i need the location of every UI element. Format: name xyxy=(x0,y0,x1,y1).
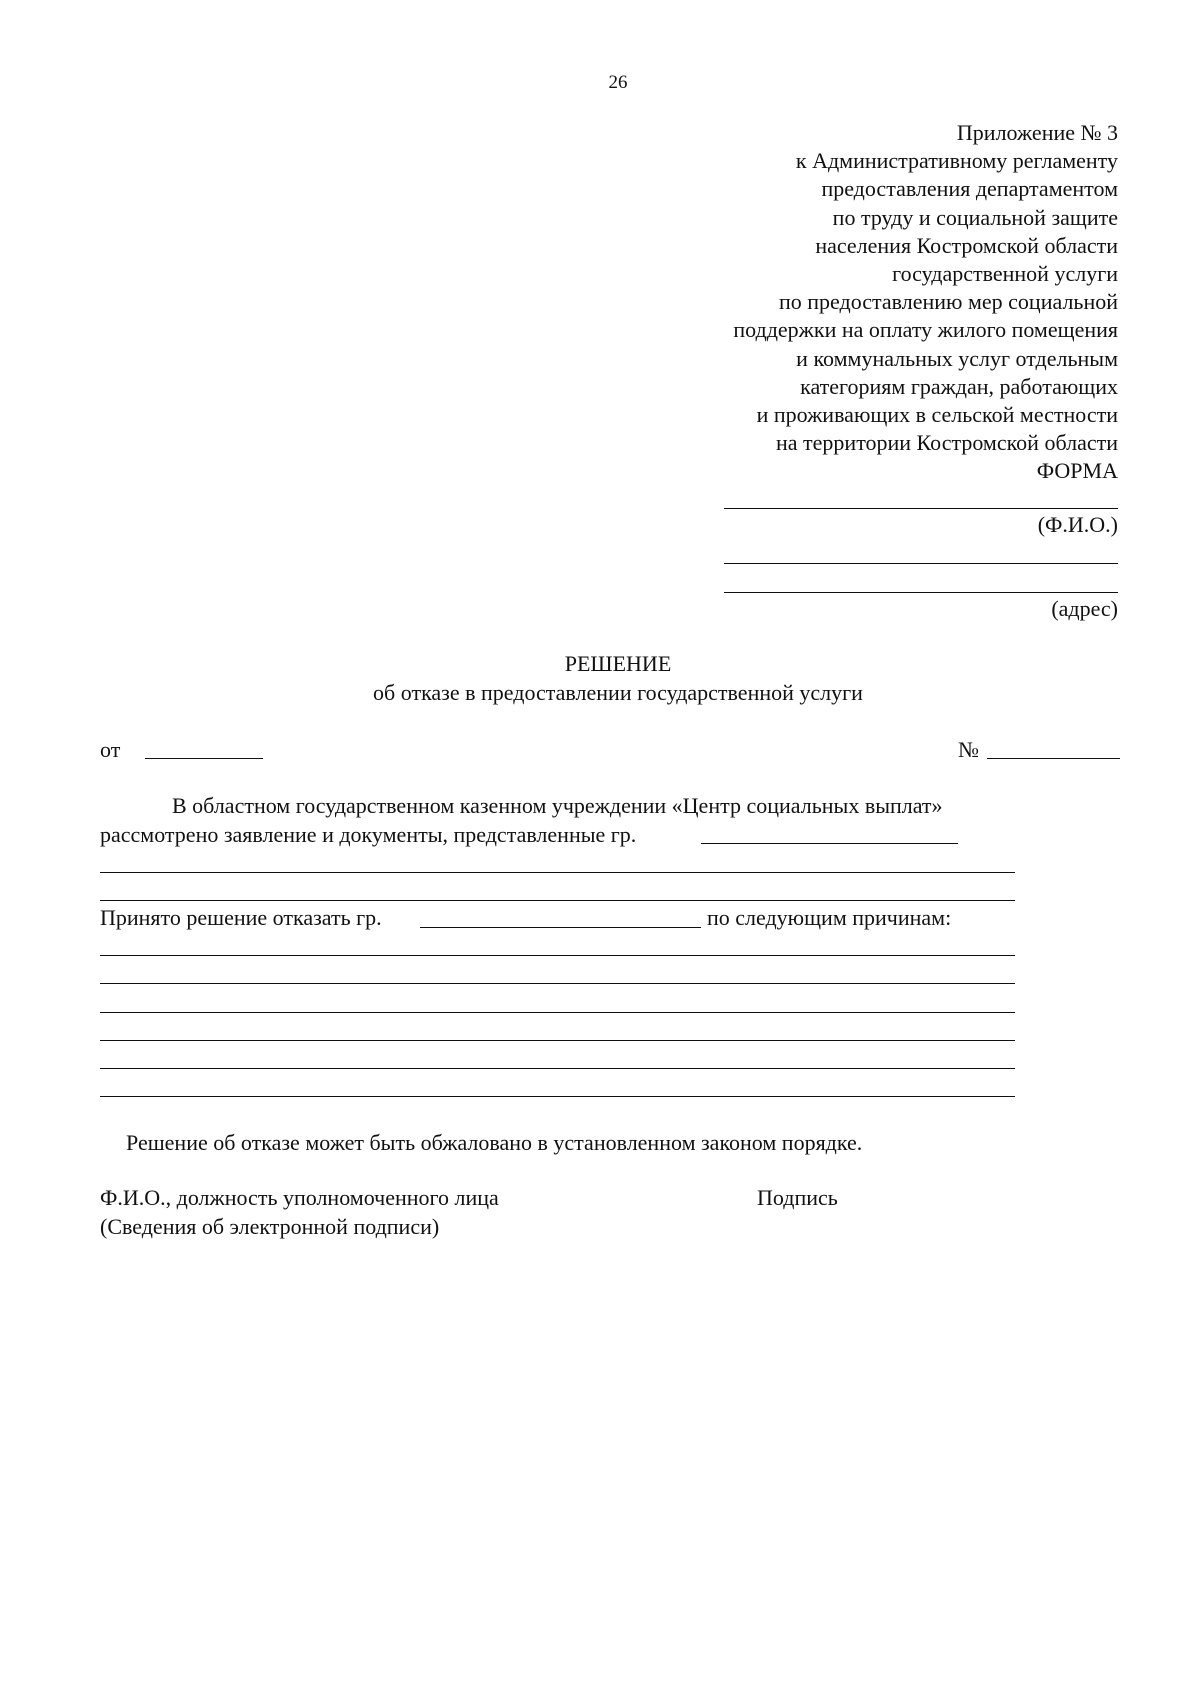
address-caption: (адрес) xyxy=(1051,596,1118,621)
refused-name-blank[interactable] xyxy=(420,927,701,928)
address-blank-line-2[interactable] xyxy=(724,592,1118,593)
appendix-block xyxy=(733,119,1118,486)
appendix-line: государственной услуги xyxy=(892,261,1118,287)
number-blank-line[interactable] xyxy=(987,758,1120,759)
applicant-blank-line-1[interactable] xyxy=(100,872,1015,873)
document-subtitle: об отказе в предоставлении государственной услуги xyxy=(373,680,863,705)
appendix-line: Приложение № 3 xyxy=(956,120,1118,145)
appendix-line: предоставления департаментом xyxy=(821,176,1118,202)
fio-blank-line[interactable] xyxy=(724,508,1118,509)
appendix-line: на территории Костромской области xyxy=(776,430,1118,456)
appendix-line: и проживающих в сельской местности xyxy=(756,402,1118,428)
intro-line-2: рассмотрено заявление и документы, представленные гр. xyxy=(100,822,637,847)
applicant-blank-line-2[interactable] xyxy=(100,900,1015,901)
appendix-line: и коммунальных услуг отдельным xyxy=(796,345,1118,371)
date-blank-line[interactable] xyxy=(145,758,263,759)
reason-line-3[interactable] xyxy=(100,1012,1015,1013)
decision-suffix: по следующим причинам: xyxy=(707,905,952,930)
appendix-line: по труду и социальной защите xyxy=(832,204,1118,230)
appendix-line: категориям граждан, работающих xyxy=(800,373,1118,399)
form-label: ФОРМА xyxy=(1036,458,1118,484)
decision-prefix: Принято решение отказать гр. xyxy=(100,905,382,930)
reason-line-4[interactable] xyxy=(100,1040,1015,1041)
appendix-line: поддержки на оплату жилого помещения xyxy=(733,317,1118,343)
signature-label: Подпись xyxy=(757,1185,838,1210)
reason-line-1[interactable] xyxy=(100,955,1015,956)
appendix-line: населения Костромской области xyxy=(815,232,1118,258)
appendix-line: по предоставлению мер социальной xyxy=(778,289,1118,315)
address-blank-line-1[interactable] xyxy=(724,563,1118,564)
reason-line-2[interactable] xyxy=(100,983,1015,984)
reason-line-5[interactable] xyxy=(100,1068,1015,1069)
appendix-line: к Административному регламенту xyxy=(795,148,1118,174)
applicant-name-blank[interactable] xyxy=(701,843,958,844)
date-label: от xyxy=(100,737,121,762)
appeal-notice: Решение об отказе может быть обжаловано в установленном законом порядке. xyxy=(126,1130,863,1155)
fio-caption: (Ф.И.О.) xyxy=(1037,512,1118,537)
official-label: Ф.И.О., должность уполномоченного лица xyxy=(100,1185,499,1210)
reason-line-6[interactable] xyxy=(100,1096,1015,1097)
page-number: 26 xyxy=(608,72,628,93)
document-title: РЕШЕНИЕ xyxy=(564,651,672,676)
number-label: № xyxy=(958,737,979,762)
esign-label: (Сведения об электронной подписи) xyxy=(100,1214,440,1239)
intro-line-1: В областном государственном казенном учреждении «Центр социальных выплат» xyxy=(172,793,943,818)
